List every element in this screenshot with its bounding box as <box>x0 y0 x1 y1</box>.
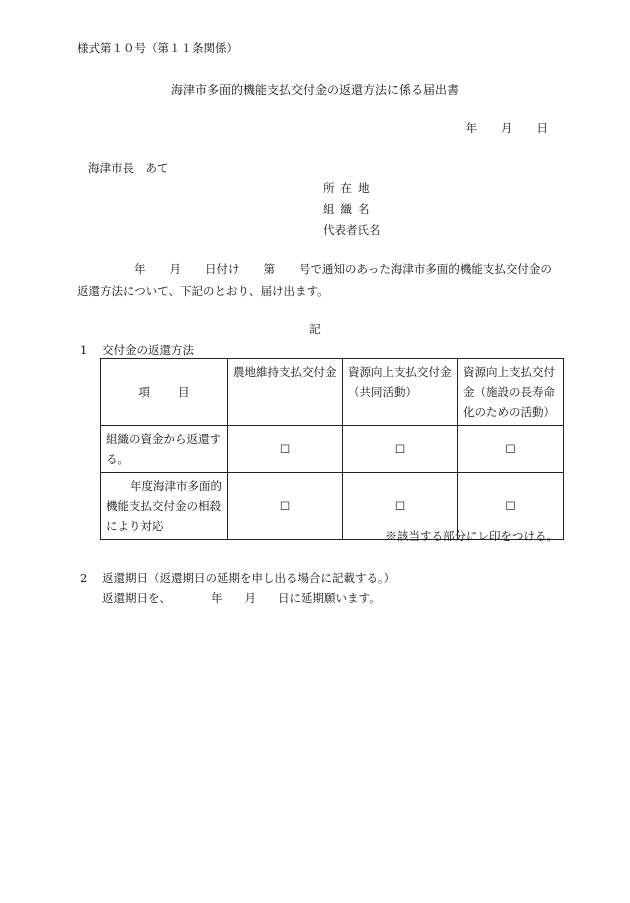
header-item-cell: 項 目 <box>101 359 228 426</box>
section-2-body <box>102 592 381 606</box>
row-2-checkbox-3[interactable]: ☐ <box>458 473 564 540</box>
body-day-dated: 日付け <box>205 262 240 276</box>
extension-year: 年 <box>211 591 223 605</box>
section-1-title: 交付金の返還方法 <box>102 343 194 357</box>
form-number: 様式第１０号（第１１条関係） <box>77 41 238 55</box>
row-1-checkbox-2[interactable]: ☐ <box>343 426 458 473</box>
body-dai: 第 <box>263 262 275 276</box>
body-line-2: 返還方法について、下記のとおり、届け出ます。 <box>77 284 329 298</box>
sender-org-label: 組織名 <box>323 202 376 216</box>
ki-heading: 記 <box>309 322 321 336</box>
table-row <box>101 426 564 473</box>
section-2-heading <box>80 572 395 586</box>
section-1-heading <box>80 344 194 358</box>
body-notice-text: 号で通知のあった海津市多面的機能支払交付金の <box>299 262 552 276</box>
sender-address-label: 所在地 <box>323 181 376 195</box>
body-year: 年 <box>134 262 146 276</box>
header-col-3: 資源向上支払交付金（施設の長寿命化のための活動） <box>458 359 564 426</box>
row-2-checkbox-1[interactable]: ☐ <box>228 473 343 540</box>
sender-rep-label: 代表者氏名 <box>323 223 381 237</box>
date-day: 日 <box>536 121 548 135</box>
document-title: 海津市多面的機能支払交付金の返還方法に係る届出書 <box>170 83 459 97</box>
header-col-1: 農地維持支払交付金 <box>228 359 343 426</box>
row-1-checkbox-1[interactable]: ☐ <box>228 426 343 473</box>
table-header-row <box>101 359 564 426</box>
row-2-label: 年度海津市多面的機能支払交付金の相殺により対応 <box>101 473 228 540</box>
extension-prefix: 返還期日を、 <box>102 591 171 605</box>
header-col-2: 資源向上支払交付金（共同活動） <box>343 359 458 426</box>
extension-month: 月 <box>244 591 256 605</box>
return-method-table <box>100 358 564 540</box>
row-1-label: 組織の資金から返還する。 <box>101 426 228 473</box>
body-month: 月 <box>169 262 181 276</box>
extension-suffix: 日に延期願います。 <box>278 591 381 605</box>
date-month: 月 <box>501 121 513 135</box>
row-1-checkbox-3[interactable]: ☐ <box>458 426 564 473</box>
body-line-1 <box>134 263 552 277</box>
section-2-title: 返還期日（返還期日の延期を申し出る場合に記載する。） <box>102 571 396 585</box>
section-2-number: 2 <box>80 571 88 585</box>
section-1-number: 1 <box>80 343 88 357</box>
table-note: ※該当する部分にレ印をつける。 <box>385 529 558 543</box>
date-year: 年 <box>465 121 477 135</box>
date-line <box>442 122 549 136</box>
row-2-checkbox-2[interactable]: ☐ <box>343 473 458 540</box>
addressee: 海津市長 あて <box>88 161 169 175</box>
